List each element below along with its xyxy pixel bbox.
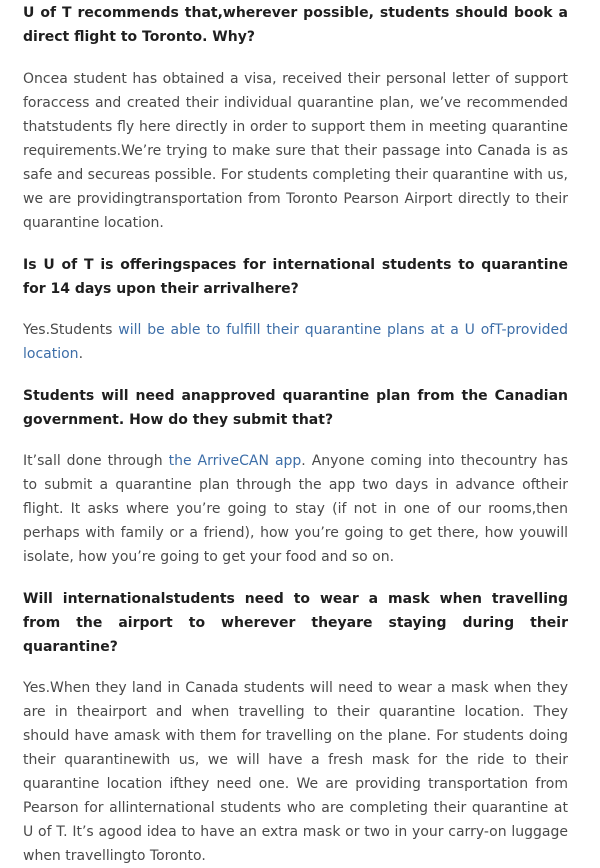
faq-item-mask: [23, 587, 568, 868]
faq-answer: [23, 67, 568, 235]
answer-text: . Anyone coming into thecountry has to submit a quarantine plan through the app two days in advance oftheir flight. It asks where you’re going to stay (if not in one of our rooms,then perhaps with family or a friend), how you’re going to get there, how youwill isolate, how you’re going to get your food and so on.: [23, 453, 568, 565]
faq-answer: [23, 449, 568, 569]
faq-question: Will internationalstudents need to wear a mask when travelling from the airport to wherever theyare staying during their quarantine?: [23, 591, 568, 655]
faq-question: Is U of T is offeringspaces for international students to quarantine for 14 days upon their arrivalhere?: [23, 257, 568, 297]
faq-page: [0, 1, 600, 868]
answer-text: Oncea student has obtained a visa, received their personal letter of support foraccess and created their individual quarantine plan, we’ve recommended thatstudents fly here directly in order to support them in meeting quarantine requirements.We’re trying to make sure that their passage into Canada is as safe and secureas possible. For students completing their quarantine with us, we are providingtransportation from Toronto Pearson Airport directly to their quarantine location.: [23, 71, 568, 231]
faq-answer: [23, 676, 568, 868]
quarantine-location-link[interactable]: will be able to fulfill their quarantine plans at a U ofT-provided location: [23, 322, 569, 362]
answer-text: .: [78, 346, 84, 362]
faq-answer: [23, 318, 568, 366]
answer-text: Yes.When they land in Canada students will need to wear a mask when they are in theairport and when travelling to their quarantine location. They should have amask with them for travelling on the plane. For students doing their quarantinewith us, we will have a fresh mask for the ride to their quarantine location ifthey need one. We are providing transportation from Pearson for allinternational students who are completing their quarantine at U of T. It’s agood idea to have an extra mask or two in your carry-on luggage when travellingto Toronto.: [23, 680, 568, 864]
faq-item-direct-flight: [23, 1, 568, 235]
arrivecan-app-link[interactable]: the ArriveCAN app: [168, 453, 302, 469]
answer-text: Yes.Students: [23, 322, 119, 338]
faq-question: Students will need anapproved quarantine plan from the Canadian government. How do they submit that?: [23, 388, 568, 428]
faq-item-quarantine-spaces: [23, 253, 568, 366]
answer-text: It’sall done through: [23, 453, 169, 469]
faq-question: U of T recommends that,wherever possible, students should book a direct flight to Toronto. Why?: [23, 5, 568, 45]
faq-item-quarantine-plan: [23, 384, 568, 569]
